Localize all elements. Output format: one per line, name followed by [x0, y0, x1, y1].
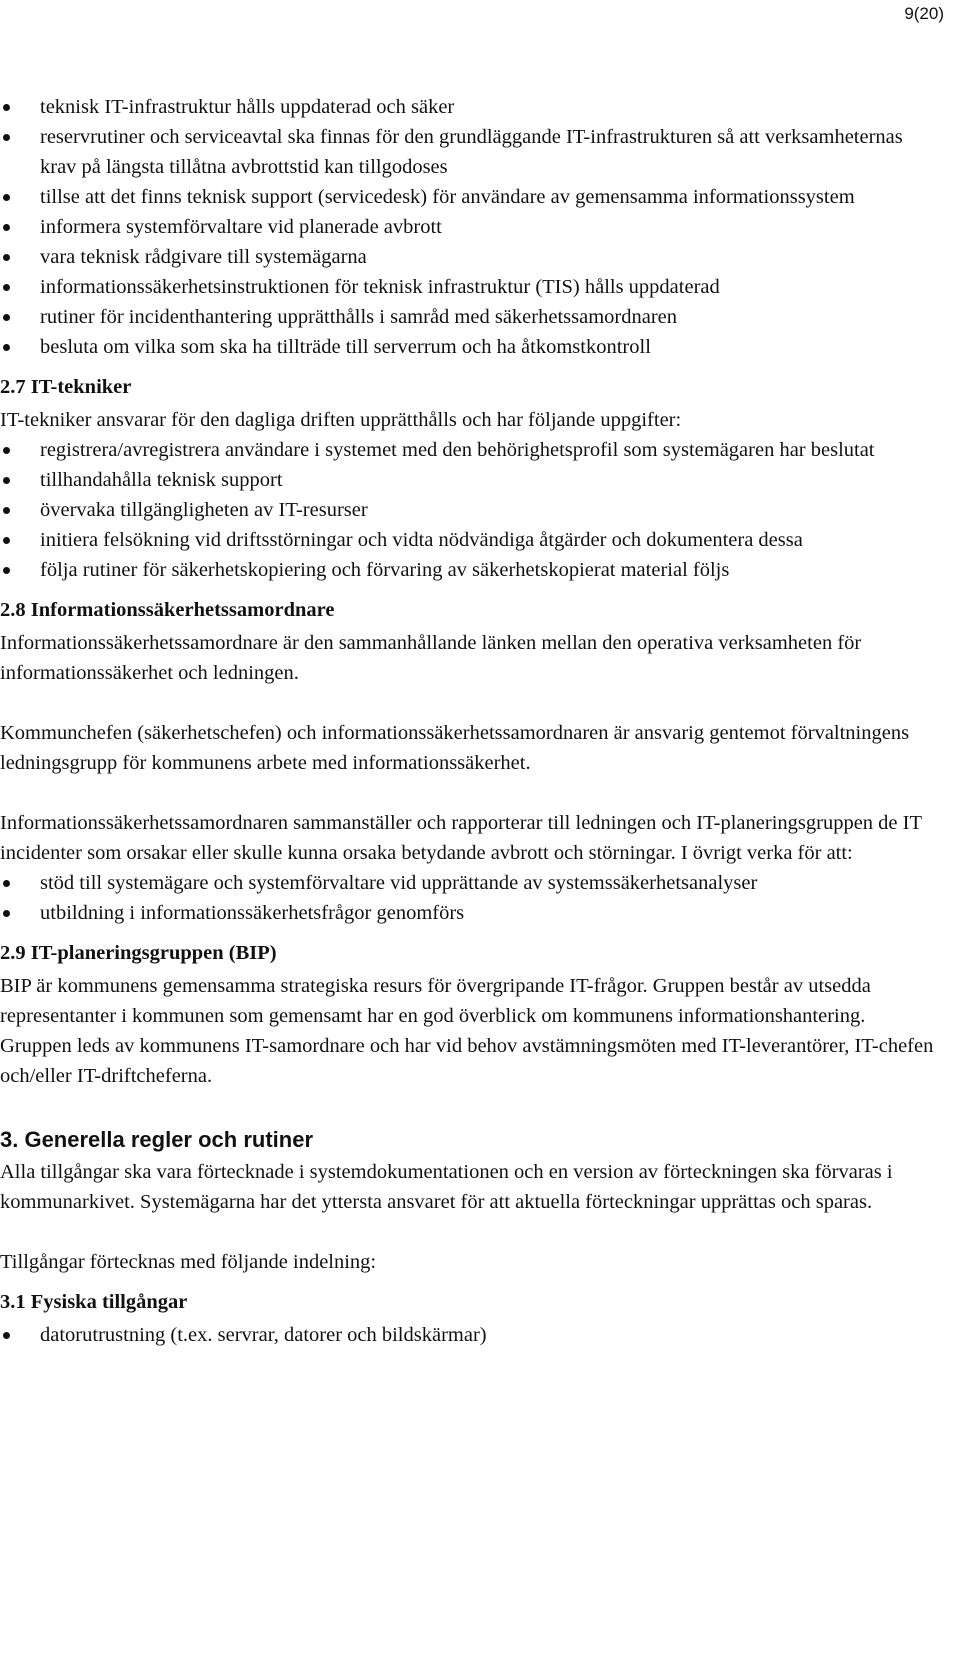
list-item: följa rutiner för säkerhetskopiering och förvaring av säkerhetskopierat material följs	[0, 555, 940, 585]
list-item: informationssäkerhetsinstruktionen för teknisk infrastruktur (TIS) hålls uppdaterad	[0, 272, 940, 302]
list-item: initiera felsökning vid driftsstörningar och vidta nödvändiga åtgärder och dokumentera dessa	[0, 525, 940, 555]
list-item: rutiner för incidenthantering upprätthålls i samråd med säkerhetssamordnaren	[0, 302, 940, 332]
section-heading-3: 3. Generella regler och rutiner	[0, 1127, 314, 1152]
section-2-7-list	[0, 435, 940, 585]
list-item: tillse att det finns teknisk support (servicedesk) för användare av gemensamma informationssystem	[0, 182, 940, 212]
list-item: informera systemförvaltare vid planerade avbrott	[0, 212, 940, 242]
list-item: reservrutiner och serviceavtal ska finnas för den grundläggande IT-infrastrukturen så att verksamheternas krav på längsta tillåtna avbrottstid kan tillgodoses	[0, 122, 940, 182]
list-item: teknisk IT-infrastruktur hålls uppdaterad och säker	[0, 92, 940, 122]
list-item: registrera/avregistrera användare i systemet med den behörighetsprofil som systemägaren har beslutat	[0, 435, 940, 465]
section-3-paragraph-2: Tillgångar förtecknas med följande indelning:	[0, 1251, 377, 1273]
list-item: övervaka tillgängligheten av IT-resurser	[0, 495, 940, 525]
list-item: besluta om vilka som ska ha tillträde till serverrum och ha åtkomstkontroll	[0, 332, 940, 362]
section-3-paragraph-1: Alla tillgångar ska vara förtecknade i systemdokumentationen och en version av förteckningen ska förvaras i kommunarkivet. Systemägarna har det yttersta ansvaret för att aktuella förteckningar upprättas och sparas.	[0, 1161, 893, 1213]
list-item: vara teknisk rådgivare till systemägarna	[0, 242, 940, 272]
section-2-8-paragraph-1: Informationssäkerhetssamordnare är den sammanhållande länken mellan den operativa verksamheten för informationssäkerhet och ledningen.	[0, 632, 862, 684]
responsibility-list	[0, 92, 940, 362]
list-item: datorutrustning (t.ex. servrar, datorer och bildskärmar)	[0, 1320, 940, 1350]
section-2-7-intro: IT-tekniker ansvarar för den dagliga driften upprätthålls och har följande uppgifter:	[0, 409, 682, 431]
section-heading-2-7: 2.7 IT-tekniker	[0, 376, 132, 398]
section-3-1-list	[0, 1320, 940, 1350]
section-heading-3-1: 3.1 Fysiska tillgångar	[0, 1291, 188, 1313]
list-item: tillhandahålla teknisk support	[0, 465, 940, 495]
page-number: 9(20)	[904, 4, 944, 23]
section-2-8-paragraph-3: Informationssäkerhetssamordnaren sammanställer och rapporterar till ledningen och IT-planeringsgruppen de IT incidenter som orsakar eller skulle kunna orsaka betydande avbrott och störningar. I övrigt verka för att:	[0, 812, 922, 864]
document-body	[0, 92, 940, 1350]
section-2-9-paragraph: BIP är kommunens gemensamma strategiska resurs för övergripande IT-frågor. Gruppen består av utsedda representanter i kommunen som gemensamt har en god överblick om kommunens informationshantering. Gruppen leds av kommunens IT-samordnare och har vid behov avstämningsmöten med IT-leverantörer, IT-chefen och/eller IT-driftcheferna.	[0, 975, 934, 1087]
section-2-8-list	[0, 868, 940, 928]
section-heading-2-8: 2.8 Informationssäkerhetssamordnare	[0, 599, 335, 621]
list-item: stöd till systemägare och systemförvaltare vid upprättande av systemssäkerhetsanalyser	[0, 868, 940, 898]
section-2-8-paragraph-2: Kommunchefen (säkerhetschefen) och informationssäkerhetssamordnaren är ansvarig gentemot förvaltningens ledningsgrupp för kommunens arbete med informationssäkerhet.	[0, 722, 910, 774]
list-item: utbildning i informationssäkerhetsfrågor genomförs	[0, 898, 940, 928]
section-heading-2-9: 2.9 IT-planeringsgruppen (BIP)	[0, 942, 277, 964]
